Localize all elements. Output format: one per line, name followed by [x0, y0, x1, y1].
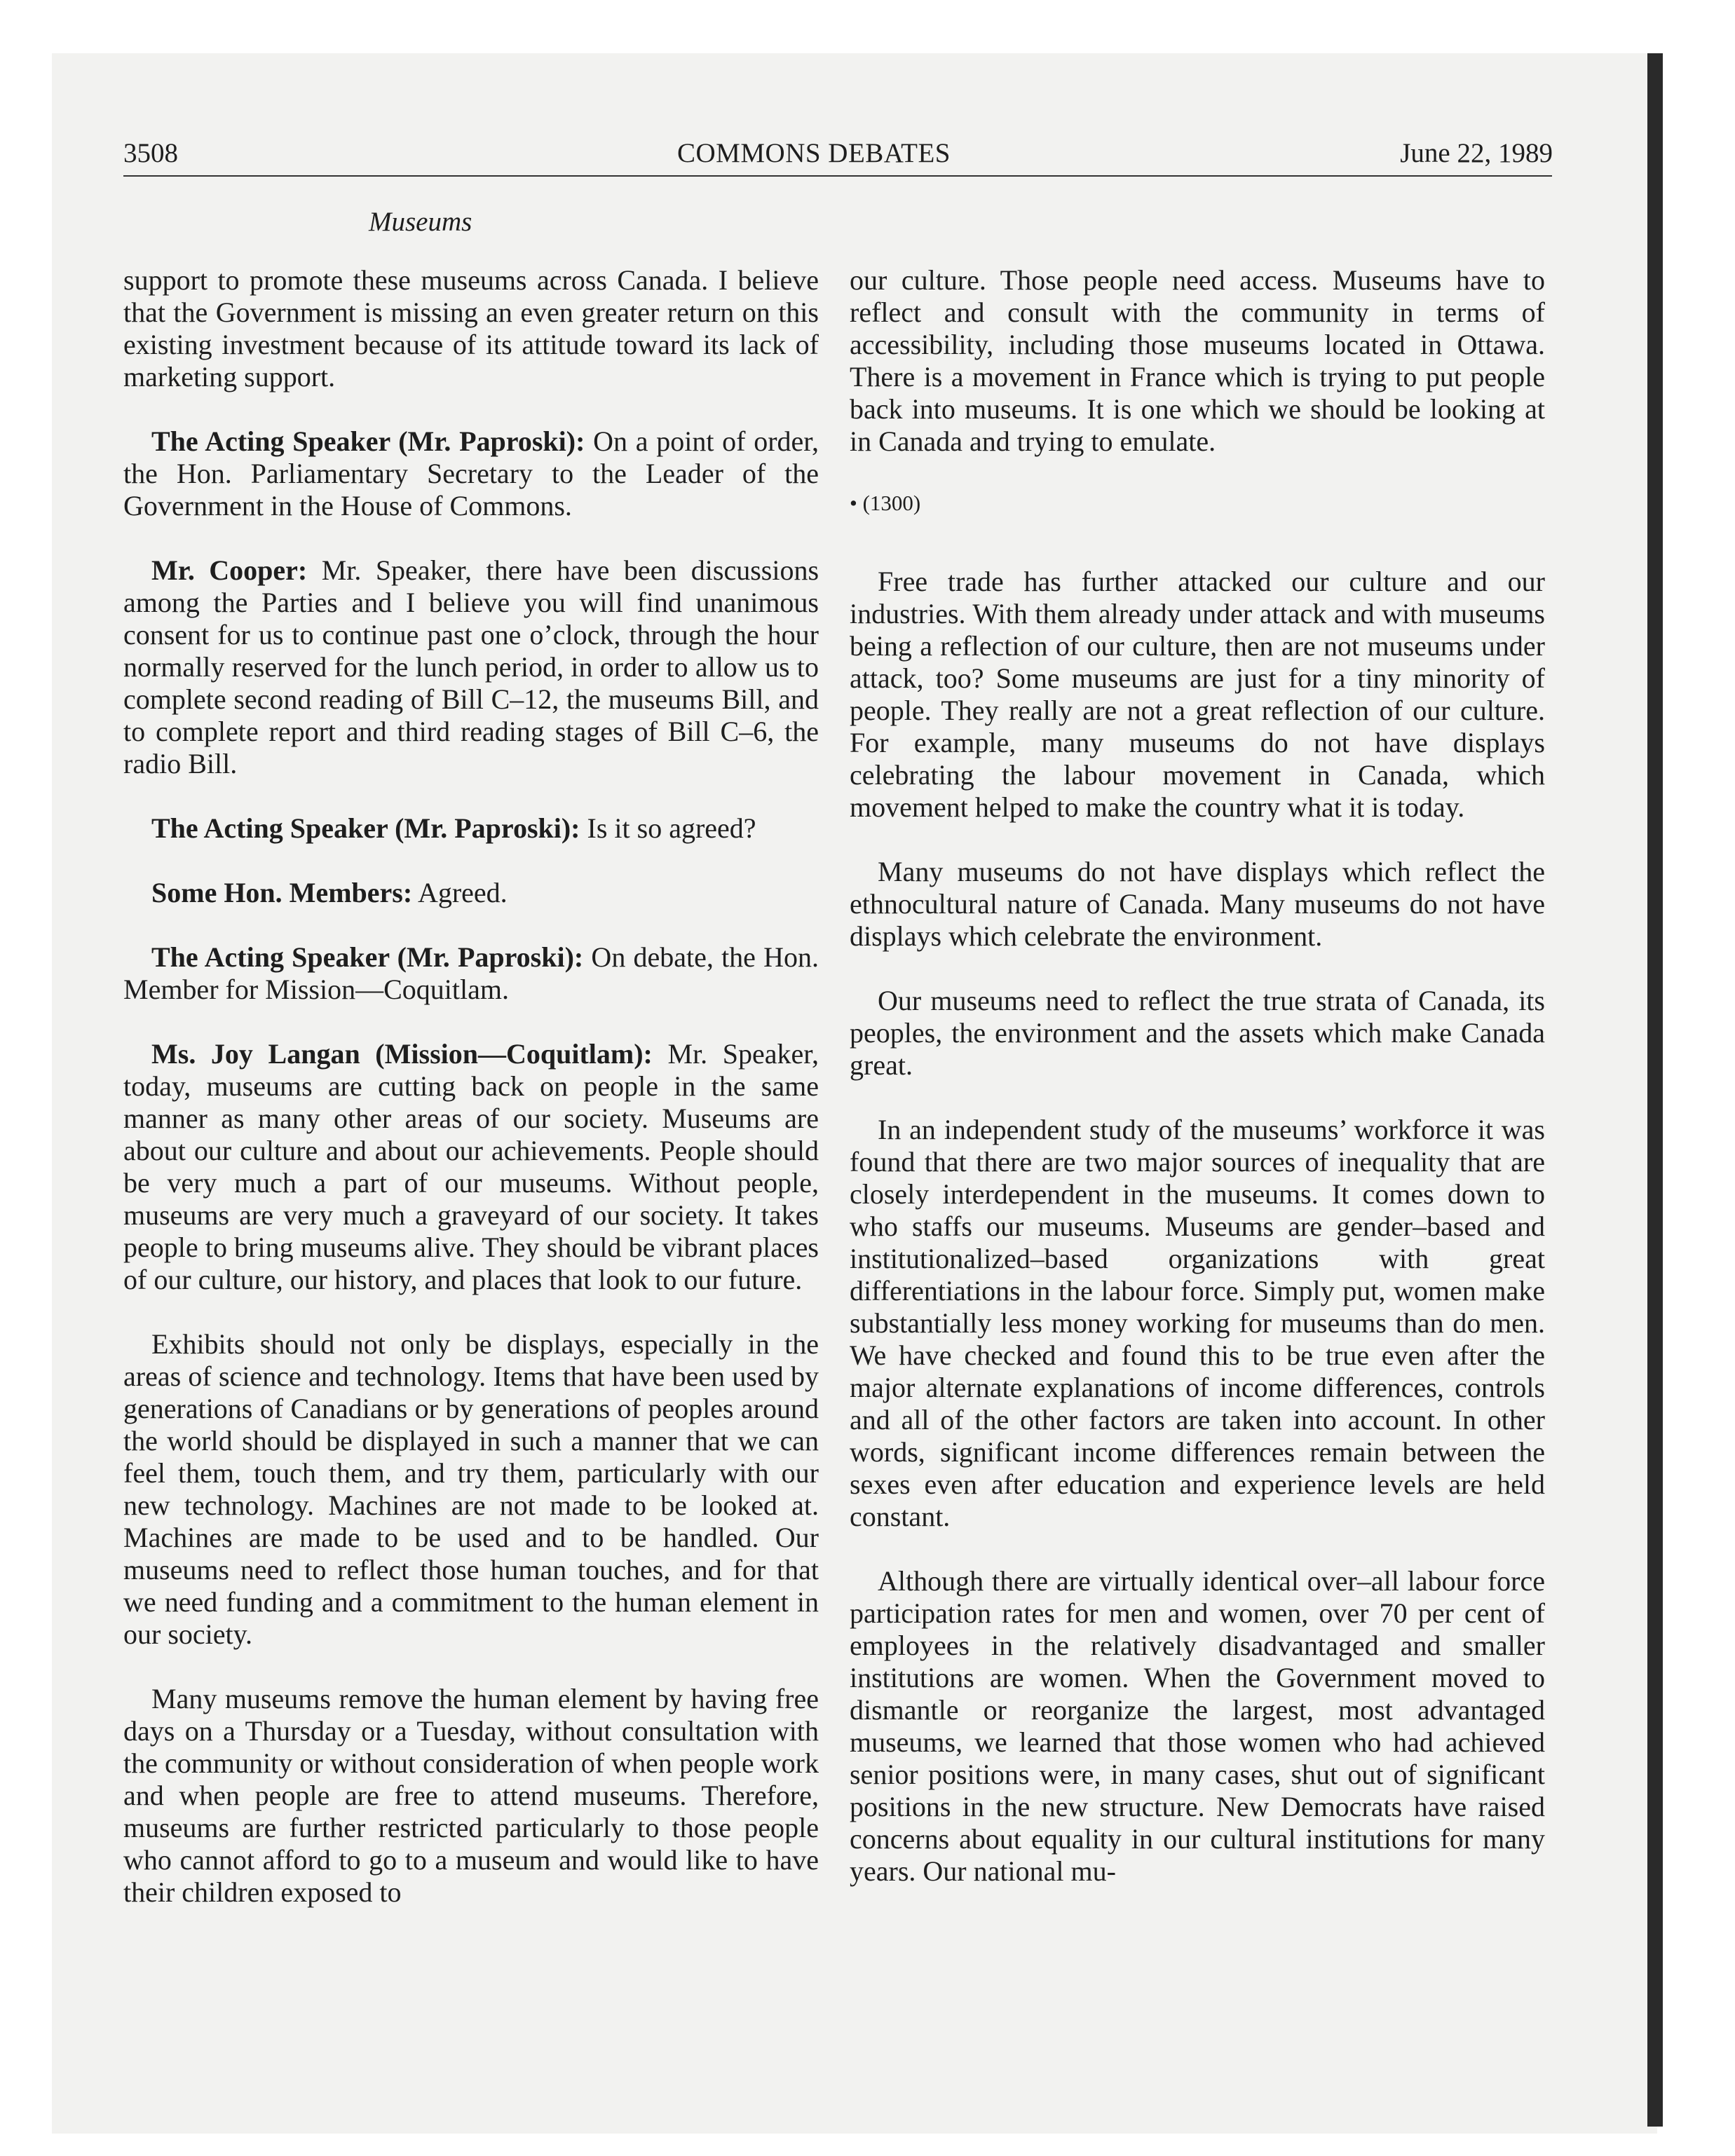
speech-paragraph — [123, 1038, 819, 1296]
speaker-name: Mr. Cooper: — [151, 554, 308, 586]
speech-text: Mr. Speaker, there have been discussions among the Parties and I believe you will find unanimous consent for us to continue past one o’clock, through the hour normally reserved for the lunch period, in order to allow us to complete second reading of Bill C–12, the museums Bill, and to complete report and third reading stages of Bill C–6, the radio Bill. — [123, 554, 819, 779]
speech-paragraph — [123, 941, 819, 1006]
speech-paragraph — [123, 877, 819, 909]
publication-date: June 22, 1989 — [1400, 138, 1553, 168]
speech-text: Agreed. — [412, 877, 508, 908]
header-rule — [123, 175, 1552, 177]
speech-text: Is it so agreed? — [580, 812, 756, 844]
paragraph: Many museums remove the human element by having free days on a Thursday or a Tuesday, without consultation with the community or without consideration of when people work and when people are free to attend museums. Therefore, museums are further restricted particularly to those people who cannot afford to go to a museum and would like to have their children exposed to — [123, 1683, 819, 1908]
speech-text: On a point of order, the Hon. Parliamentary Secretary to the Leader of the Government in the House of Commons. — [123, 425, 819, 521]
publication-title: COMMONS DEBATES — [677, 138, 951, 168]
paragraph: In an independent study of the museums’ workforce it was found that there are two major sources of inequality that are closely interdependent in the museums. It comes down to who staffs our museums. Museums are gender–based and institutionalized–based organizations with great differentiations in the labour force. Simply put, women make substantially less money working for museums than do men. We have checked and found this to be true even after the major alternate explanations of income differences, controls and all of the other factors are taken into account. In other words, significant income differences remain between the sexes even after education and experience levels are held constant. — [850, 1114, 1545, 1532]
speaker-name: Ms. Joy Langan (Mission—Coquitlam): — [151, 1038, 653, 1070]
speaker-name: Some Hon. Members: — [151, 877, 413, 908]
paragraph: Free trade has further attacked our culture and our industries. With them already under attack and with museums being a reflection of our culture, then are not museums under attack, too? Some museums are just for a tiny minority of people. They really are not a great reflection of our culture. For example, many museums do not have displays celebrating the labour movement in Canada, which movement helped to make the country what it is today. — [850, 566, 1545, 823]
section-title: Museums — [369, 207, 472, 237]
speech-text: On debate, the Hon. Member for Mission—Coquitlam. — [123, 941, 819, 1005]
paragraph: Many museums do not have displays which reflect the ethnocultural nature of Canada. Many museums do not have displays which celebrate the environment. — [850, 856, 1545, 952]
speaker-name: The Acting Speaker (Mr. Paproski): — [151, 941, 584, 973]
speech-paragraph — [123, 554, 819, 780]
speech-paragraph — [123, 425, 819, 522]
paragraph: support to promote these museums across Canada. I believe that the Government is missing an even greater return on this existing investment because of its attitude toward its lack of marketing support. — [123, 264, 819, 393]
scan-edge-bar — [1647, 53, 1663, 2127]
left-column — [123, 264, 819, 1941]
paragraph: Our museums need to reflect the true strata of Canada, its peoples, the environment and the assets which make Canada great. — [850, 985, 1545, 1081]
speaker-name: The Acting Speaker (Mr. Paproski): — [151, 425, 585, 457]
paragraph: Exhibits should not only be displays, especially in the areas of science and technology. Items that have been used by generations of Canadians or by generations of peoples around the world should be displayed in such a manner that we can feel them, touch them, and try them, particularly with our new technology. Machines are not made to be looked at. Machines are made to be used and to be handled. Our museums need to reflect those human touches, and for that we need funding and a commitment to the human element in our society. — [123, 1328, 819, 1650]
speech-paragraph — [123, 812, 819, 845]
page-number: 3508 — [123, 138, 178, 168]
time-marker: • (1300) — [850, 491, 921, 515]
paragraph: our culture. Those people need access. Museums have to reflect and consult with the community in terms of accessibility, including those museums located in Ottawa. There is a movement in France which is trying to put people back into museums. It is one which we should be looking at in Canada and trying to emulate. — [850, 264, 1545, 457]
speech-text: Mr. Speaker, today, museums are cutting back on people in the same manner as many other areas of our society. Museums are about our culture and about our achievements. People should be very much a part of our museums. Without people, museums are very much a graveyard of our society. It takes people to bring museums alive. They should be vibrant places of our culture, our history, and places that look to our future. — [123, 1038, 819, 1295]
right-column — [850, 264, 1545, 1920]
paragraph: Although there are virtually identical over–all labour force participation rates for men and women, over 70 per cent of employees in the relatively disadvantaged and smaller institutions are women. When the Government moved to dismantle or reorganize the largest, most advantaged museums, we learned that those women who had achieved senior positions were, in many cases, shut out of significant positions in the new structure. New Democrats have raised concerns about equality in our cultural institutions for many years. Our national mu- — [850, 1565, 1545, 1887]
speaker-name: The Acting Speaker (Mr. Paproski): — [151, 812, 580, 844]
